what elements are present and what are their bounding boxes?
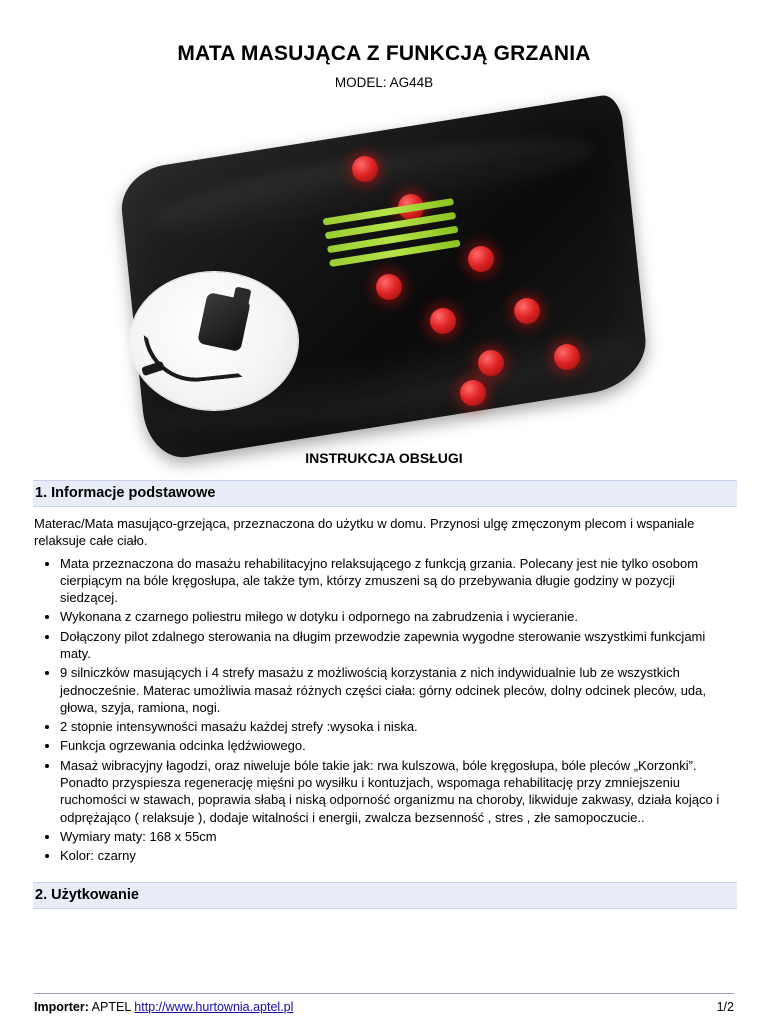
manual-heading: INSTRUKCJA OBSŁUGI [305, 450, 463, 466]
section-heading-2: 2. Użytkowanie [33, 882, 737, 909]
list-item: • Mata przeznaczona do masażu rehabilitacyjno relaksującego z funkcją grzania. Polecany jest nie tylko osobom cierpiącym na bóle kręgosłupa, ale także tym, którzy zmuszeni są do przebywania długie godziny w pozycji siedzącej. [60, 555, 734, 607]
massage-node [554, 344, 580, 370]
importer-url-link[interactable]: http://www.hurtownia.aptel.pl [134, 1000, 294, 1014]
massage-node [460, 380, 486, 406]
list-item: • Kolor: czarny [60, 847, 734, 864]
massage-node [430, 308, 456, 334]
page-number: 1/2 [716, 1000, 734, 1014]
massage-node [468, 246, 494, 272]
adapter-cable [144, 325, 243, 387]
importer-name: APTEL [91, 1000, 131, 1014]
massage-node [514, 298, 540, 324]
adapter-pins [233, 287, 252, 306]
footer-importer [34, 1000, 293, 1014]
section-heading-1: 1. Informacje podstawowe [33, 480, 737, 507]
page-title: MATA MASUJĄCA Z FUNKCJĄ GRZANIA [177, 42, 591, 65]
massage-node [376, 274, 402, 300]
adapter-plug [141, 361, 165, 376]
model-line: MODEL: AG44B [334, 75, 434, 90]
document-page [0, 42, 768, 1036]
list-item: • Wymiary maty: 168 x 55cm [60, 828, 734, 845]
page-footer [34, 993, 734, 1014]
massage-node [478, 350, 504, 376]
list-item: • 2 stopnie intensywności masażu każdej strefy :wysoka i niska. [60, 718, 734, 735]
list-item: • Funkcja ogrzewania odcinka lędźwiowego. [60, 737, 734, 754]
massage-node [352, 156, 378, 182]
product-image [34, 104, 734, 444]
list-item: • 9 silniczków masujących i 4 strefy masażu z możliwością korzystania z nich indywidualnie lub ze wszystkich jednocześnie. Materac umożliwia masaż różnych części ciała: górny odcinek pleców, dolny odcinek pleców, uda, głowa, szyja, ramiona, nogi. [60, 664, 734, 716]
power-adapter-illustration [130, 272, 298, 410]
importer-label: Importer: [34, 1000, 89, 1014]
section-intro-paragraph: Materac/Mata masująco-grzejąca, przeznaczona do użytku w domu. Przynosi ulgę zmęczonym plecom i wspaniale relaksuje całe ciało. [34, 516, 695, 549]
list-item: • Masaż wibracyjny łagodzi, oraz niweluje bóle takie jak: rwa kulszowa, bóle kręgosłupa, bóle pleców „Korzonki”. Ponadto przyspiesza regenerację mięśni po wysiłku i kontuzjach, wspomaga rehabilitację przy zmniejszeniu ruchomości w stawach, poprawia słabą i niską odporność organizmu na choroby, likwiduje zakwasy, działa kojąco i odprężająco ( relaksuje ), dodaje witalności i energii, zwalcza bezsenność , stres , złe samopoczucie.. [60, 757, 734, 826]
feature-list [34, 555, 734, 865]
list-item: • Dołączony pilot zdalnego sterowania na długim przewodzie zapewnia wygodne sterowanie wszystkimi funkcjami maty. [60, 628, 734, 663]
list-item: • Wykonana z czarnego poliestru miłego w dotyku i odpornego na zabrudzenia i wycieranie. [60, 608, 734, 625]
